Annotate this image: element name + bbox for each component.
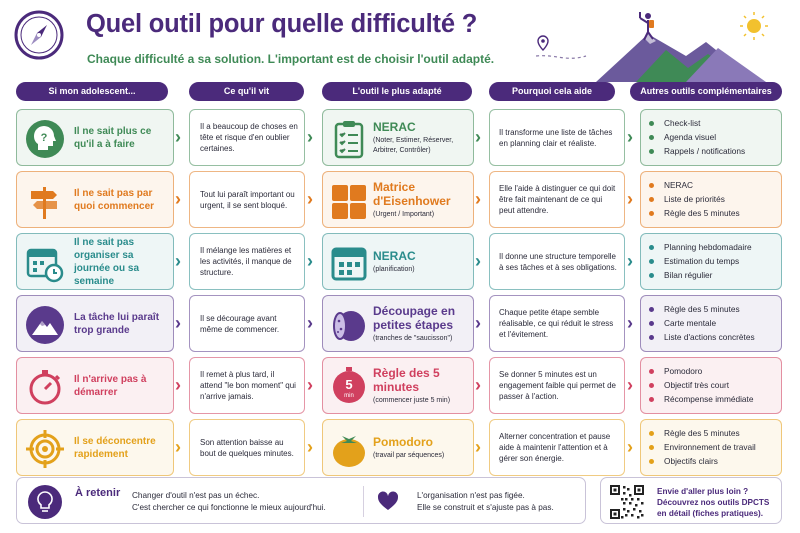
checklist-icon (329, 118, 369, 160)
arrow-icon: › (175, 251, 181, 271)
problem-text: Il n'arrive pas à démarrer (74, 373, 147, 398)
retenir-label: À retenir (75, 487, 121, 499)
why-text: Se donner 5 minutes est un engagement faible qui permet de passer à l'action. (499, 370, 616, 401)
retenir-line-2: C'est chercher ce qui fonctionne le mieux aujourd'hui. (132, 503, 326, 512)
svg-text:?: ? (40, 132, 48, 144)
bullet-dot (649, 431, 654, 436)
problem-card (16, 419, 174, 476)
bullet-dot (649, 121, 654, 126)
page-subtitle: Chaque difficulté a sa solution. L'important est de choisir l'outil adapté. (87, 52, 495, 66)
list-item (649, 256, 752, 267)
mountain-icon (25, 305, 65, 345)
lived-text: Il mélange les matières et les activités, il manque de structure. (200, 246, 292, 277)
problem-card (16, 295, 174, 352)
head-question-icon (25, 119, 65, 159)
problem-text: Il ne sait pas organiser sa journée ou sa semaine (74, 236, 140, 287)
lived-card (189, 233, 305, 290)
compass-icon (14, 10, 64, 60)
problem-card (16, 233, 174, 290)
why-card (489, 171, 625, 228)
problem-row (16, 295, 782, 352)
lived-text: Il remet à plus tard, il attend "le bon moment" qui n'arrive jamais. (200, 370, 296, 401)
arrow-icon: › (307, 189, 313, 209)
tomato-icon (329, 428, 369, 470)
list-item-label: Liste d'actions concrètes (664, 332, 755, 342)
organisation-line-1: L'organisation n'est pas figée. (417, 491, 525, 500)
list-item-label: Règle des 5 minutes (664, 428, 740, 438)
calendar-icon (329, 242, 369, 284)
bullet-dot (649, 397, 654, 402)
organisation-line-2: Elle se construit et s'ajuste pas à pas. (417, 503, 554, 512)
list-item-label: Carte mentale (664, 318, 717, 328)
calendar-clock-icon (25, 243, 65, 283)
header-problem: Si mon adolescent... (16, 82, 168, 101)
more-line-2: Découvrez nos outils DPCTS (657, 498, 770, 507)
lightbulb-icon (27, 484, 63, 520)
problem-text: La tâche lui paraît trop grande (74, 311, 160, 336)
list-item-label: Environnement de travail (664, 442, 756, 452)
qr-code-icon[interactable] (609, 484, 645, 520)
arrow-icon: › (627, 375, 633, 395)
problem-text: Il ne sait plus ce qu'il a à faire (74, 125, 152, 150)
lived-text: Tout lui paraît important ou urgent, il se sent bloqué. (200, 189, 295, 210)
arrow-icon: › (175, 375, 181, 395)
list-item-label: Agenda visuel (664, 132, 717, 142)
target-icon (25, 429, 65, 469)
lived-text: Il se décourage avant même de commencer. (200, 313, 280, 334)
list-item-label: Check-list (664, 118, 701, 128)
arrow-icon: › (627, 127, 633, 147)
why-card (489, 109, 625, 166)
why-card (489, 419, 625, 476)
tool-detail: (planification) (373, 265, 415, 273)
bullet-dot (649, 369, 654, 374)
list-item (649, 428, 756, 439)
lived-card (189, 171, 305, 228)
bullet-dot (649, 211, 654, 216)
problem-card (16, 171, 174, 228)
arrow-icon: › (475, 375, 481, 395)
list-item-label: Récompense immédiate (664, 394, 754, 404)
why-text: Il donne une structure temporelle à ses tâches et à ses obligations. (499, 251, 617, 272)
list-item (649, 180, 740, 191)
arrow-icon: › (307, 375, 313, 395)
tool-card (322, 295, 474, 352)
list-item (649, 366, 753, 377)
arrow-icon: › (307, 251, 313, 271)
list-item-label: Objectif très court (664, 380, 730, 390)
list-item (649, 146, 745, 157)
tool-name: NERAC (373, 120, 416, 134)
list-item-label: Rappels / notifications (664, 146, 746, 156)
lived-text: Il a beaucoup de choses en tête et risque d'en oublier certaines. (200, 122, 298, 153)
retenir-text (132, 490, 326, 514)
list-item (649, 270, 752, 281)
bullet-dot (649, 321, 654, 326)
bullet-dot (649, 383, 654, 388)
others-card (640, 357, 782, 414)
others-list (649, 172, 740, 227)
arrow-icon: › (475, 437, 481, 457)
bullet-dot (649, 197, 654, 202)
bullet-dot (649, 245, 654, 250)
tool-text (373, 172, 470, 227)
arrow-icon: › (175, 127, 181, 147)
list-item (649, 118, 745, 129)
header-others: Autres outils complémentaires (630, 82, 782, 101)
stopwatch-icon (25, 367, 65, 407)
header-tool: L'outil le plus adapté (322, 82, 472, 101)
arrow-icon: › (627, 251, 633, 271)
arrow-icon: › (307, 127, 313, 147)
list-item-label: Pomodoro (664, 366, 703, 376)
why-card (489, 233, 625, 290)
tool-name: NERAC (373, 248, 416, 263)
tool-card (322, 233, 474, 290)
arrow-icon: › (627, 189, 633, 209)
tool-text (373, 358, 470, 413)
others-card (640, 233, 782, 290)
others-list (649, 110, 745, 165)
list-item (649, 304, 755, 315)
tool-name: Matrice d'Eisenhower (373, 179, 451, 208)
tool-text (373, 110, 470, 165)
others-card (640, 171, 782, 228)
list-item (649, 442, 756, 453)
bullet-dot (649, 459, 654, 464)
others-list (649, 420, 756, 475)
list-item-label: Liste de priorités (664, 194, 725, 204)
others-list (649, 358, 753, 413)
arrow-icon: › (627, 437, 633, 457)
others-card (640, 419, 782, 476)
tool-card (322, 109, 474, 166)
tool-card (322, 171, 474, 228)
five-min-badge-number: 5 (345, 377, 353, 392)
sausage-icon (329, 304, 369, 346)
others-card (640, 295, 782, 352)
footer-divider (363, 486, 364, 517)
tool-card (322, 357, 474, 414)
why-card (489, 357, 625, 414)
list-item (649, 318, 755, 329)
bullet-dot (649, 445, 654, 450)
tool-detail: (commencer juste 5 min) (373, 396, 451, 404)
problem-text: Il se déconcentre rapidement (74, 435, 156, 460)
tool-text (373, 234, 470, 289)
list-item (649, 194, 740, 205)
problem-row (16, 109, 782, 166)
more-line-1: Envie d'aller plus loin ? (657, 487, 749, 496)
list-item (649, 456, 756, 467)
tool-name: Règle des 5 minutes (373, 365, 440, 394)
tool-detail: (travail par séquences) (373, 451, 445, 459)
list-item-label: Planning hebdomadaire (664, 242, 752, 252)
list-item-label: Objectifs clairs (664, 456, 718, 466)
problem-text: Il ne sait pas par quoi commencer (74, 187, 155, 212)
list-item-label: Bilan régulier (664, 270, 713, 280)
tool-text (373, 420, 470, 475)
others-list (649, 296, 755, 351)
why-card (489, 295, 625, 352)
why-text: Chaque petite étape semble réalisable, ce qui réduit le stress et l'évitement. (499, 308, 614, 339)
organisation-text (417, 490, 554, 514)
why-text: Il transforme une liste de tâches en planning clair et réaliste. (499, 127, 613, 148)
page-title: Quel outil pour quelle difficulté ? (86, 10, 478, 38)
arrow-icon: › (475, 313, 481, 333)
bullet-dot (649, 149, 654, 154)
lived-card (189, 295, 305, 352)
bullet-dot (649, 273, 654, 278)
lived-text: Son attention baisse au bout de quelques minutes. (200, 437, 294, 458)
more-info-box[interactable] (600, 477, 782, 524)
tool-name: Découpage en petites étapes (373, 303, 456, 332)
list-item (649, 332, 755, 343)
problem-card (16, 357, 174, 414)
tool-detail: (Urgent / Important) (373, 210, 435, 218)
problem-card (16, 109, 174, 166)
arrow-icon: › (475, 189, 481, 209)
five-min-icon (329, 366, 369, 408)
problem-row (16, 233, 782, 290)
retenir-line-1: Changer d'outil n'est pas un échec. (132, 491, 260, 500)
list-item-label: Estimation du temps (664, 256, 740, 266)
why-text: Alterner concentration et pause aide à maintenir l'attention et à gérer son énergie. (499, 432, 611, 463)
list-item (649, 132, 745, 143)
problem-row (16, 419, 782, 476)
others-list (649, 234, 752, 289)
arrow-icon: › (175, 313, 181, 333)
arrow-icon: › (475, 251, 481, 271)
tool-detail: (Noter, Estimer, Réserver, Arbitrer, Contrôler) (373, 137, 454, 154)
header-lived: Ce qu'il vit (189, 82, 304, 101)
list-item (649, 208, 740, 219)
bullet-dot (649, 135, 654, 140)
list-item (649, 394, 753, 405)
list-item-label: Règle des 5 minutes (664, 208, 740, 218)
mountain-climber-illustration (536, 4, 800, 82)
header-why: Pourquoi cela aide (489, 82, 615, 101)
heart-icon (377, 491, 399, 511)
five-min-badge-unit: min (344, 393, 354, 399)
tool-card (322, 419, 474, 476)
others-card (640, 109, 782, 166)
lived-card (189, 419, 305, 476)
tool-name: Pomodoro (373, 434, 433, 449)
bullet-dot (649, 259, 654, 264)
lived-card (189, 109, 305, 166)
bullet-dot (649, 307, 654, 312)
lived-card (189, 357, 305, 414)
list-item-label: NERAC (664, 180, 694, 190)
more-info-text (657, 486, 769, 519)
tool-detail: (tranches de "saucisson") (373, 334, 453, 342)
bullet-dot (649, 183, 654, 188)
arrow-icon: › (627, 313, 633, 333)
tool-text (373, 296, 470, 351)
arrow-icon: › (175, 437, 181, 457)
matrix-icon (329, 180, 369, 222)
arrow-icon: › (307, 437, 313, 457)
retenir-box (16, 477, 586, 524)
more-line-3: en détail (fiches pratiques). (657, 509, 764, 518)
list-item (649, 242, 752, 253)
arrow-icon: › (475, 127, 481, 147)
problem-row (16, 171, 782, 228)
signpost-icon (25, 181, 65, 221)
problem-row (16, 357, 782, 414)
list-item (649, 380, 753, 391)
arrow-icon: › (307, 313, 313, 333)
bullet-dot (649, 335, 654, 340)
why-text: Elle l'aide à distinguer ce qui doit être fait maintenant de ce qui peut attendre. (499, 184, 616, 215)
list-item-label: Règle des 5 minutes (664, 304, 740, 314)
arrow-icon: › (175, 189, 181, 209)
